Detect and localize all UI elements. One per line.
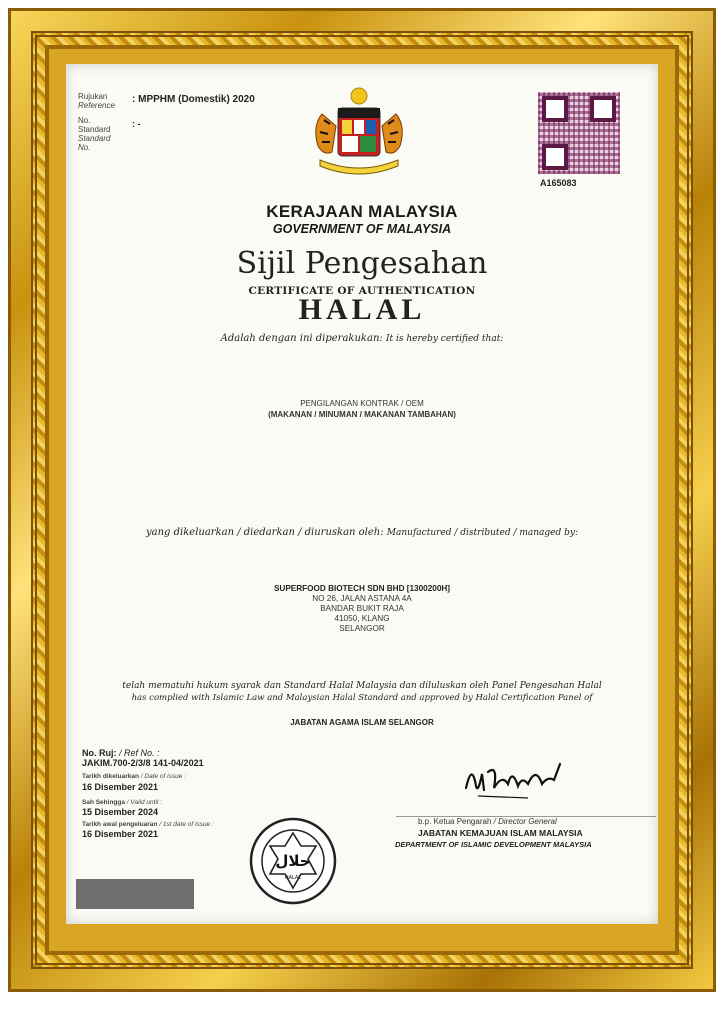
ref-value: JAKIM.700-2/3/8 141-04/2021 <box>82 758 204 768</box>
certified-statement: Adalah dengan ini diperakukan: It is hereby certified that: <box>220 333 504 344</box>
first-issue-date: 16 Disember 2021 <box>82 829 159 839</box>
signature-icon <box>458 754 568 804</box>
first-issue-label: Tarikh awal pengeluaran / 1st date of issue : <box>82 821 214 828</box>
qr-code <box>538 92 620 174</box>
redacted-bar <box>76 879 194 909</box>
valid-date: 15 Disember 2024 <box>82 807 159 817</box>
company-block: SUPERFOOD BIOTECH SDN BHD [1300200H] NO 26, JALAN ASTANA 4A BANDAR BUKIT RAJA 41050, KLANG SELANGOR <box>66 584 658 634</box>
government-title: KERAJAAN MALAYSIA <box>266 202 458 221</box>
director-title: b.p. Ketua Pengarah / Director General <box>418 817 557 826</box>
certificate-subtitle: CERTIFICATE OF AUTHENTICATION <box>248 285 476 297</box>
reference-value: : MPPHM (Domestik) 2020 <box>132 94 255 105</box>
ref-label: No. Ruj: / Ref No. : <box>82 748 160 758</box>
government-title-en: GOVERNMENT OF MALAYSIA <box>272 222 452 236</box>
manufactured-statement: yang dikeluarkan / diedarkan / diuruskan oleh: Manufactured / distributed / managed by: <box>146 527 578 538</box>
rujukan-label: Rujukan Reference <box>78 92 115 110</box>
standard-value: : - <box>132 119 141 129</box>
compliance-statement-en: has complied with Islamic Law and Malaysian Halal Standard and approved by Halal Certification Panel of <box>131 693 593 703</box>
issue-date: 16 Disember 2021 <box>82 782 159 792</box>
jakim-name-en: DEPARTMENT OF ISLAMIC DEVELOPMENT MALAYSIA <box>395 840 592 849</box>
valid-label: Sah Sehingga / Valid until : <box>82 799 162 806</box>
certificate-paper <box>66 64 658 924</box>
issue-label: Tarikh dikeluarkan / Date of issue : <box>82 773 186 780</box>
halal-title: HALAL <box>298 293 426 326</box>
certification-panel: JABATAN AGAMA ISLAM SELANGOR <box>290 718 434 727</box>
product-category: PENGILANGAN KONTRAK / OEM (MAKANAN / MINUMAN / MAKANAN TAMBAHAN) <box>268 399 456 419</box>
jakim-name: JABATAN KEMAJUAN ISLAM MALAYSIA <box>418 828 583 838</box>
halal-logo-icon <box>248 816 338 906</box>
certificate-title: Sijil Pengesahan <box>236 246 488 281</box>
halal-logo-text: حلال <box>275 852 311 870</box>
halal-logo-caption: HALAL <box>284 875 302 881</box>
qr-code-number: A165083 <box>540 178 577 188</box>
compliance-statement-ms: telah mematuhi hukum syarak dan Standard Halal Malaysia dan diluluskan oleh Panel Pengesahan Halal <box>122 681 602 691</box>
company-name: SUPERFOOD BIOTECH SDN BHD [1300200H] <box>273 584 451 593</box>
coat-of-arms-icon <box>302 86 416 178</box>
standard-label: No. Standard Standard No. <box>78 116 111 152</box>
